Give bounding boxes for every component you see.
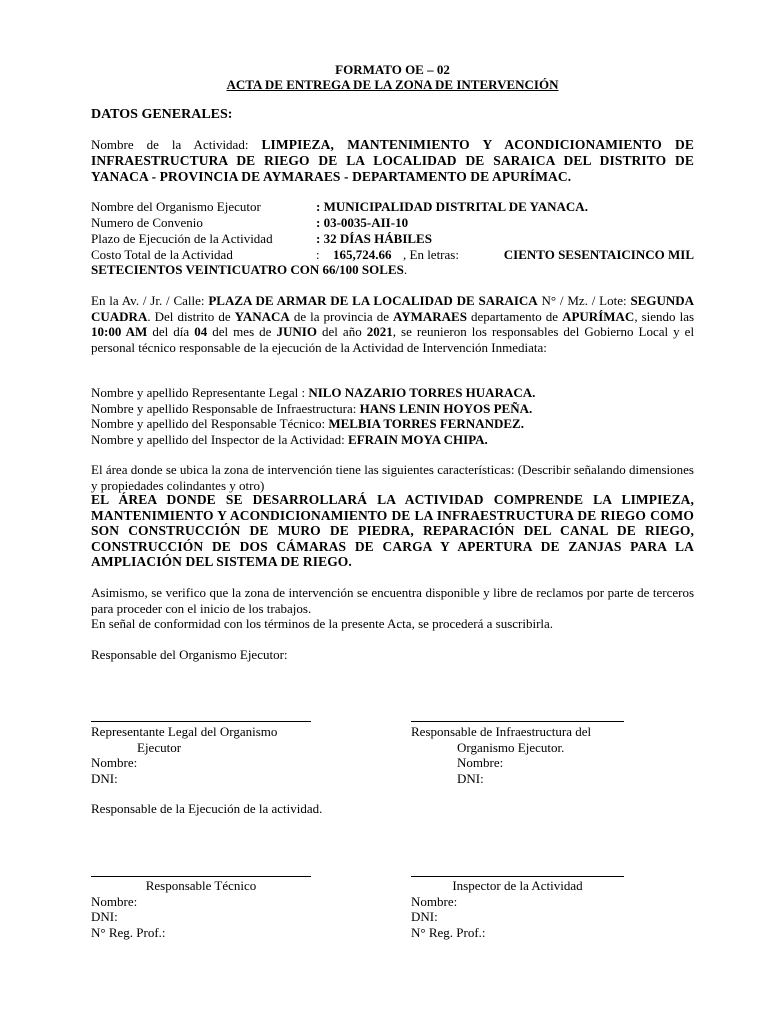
signature-block-infra (411, 724, 591, 786)
document-title: ACTA DE ENTREGA DE LA ZONA DE INTERVENCIÓN (226, 77, 559, 92)
activity-paragraph (91, 137, 694, 185)
person-name: MELBIA TORRES FERNANDEZ. (328, 416, 524, 431)
signature-reg: N° Reg. Prof.: (91, 924, 166, 940)
cost-letters-line2: SETECIENTOS VEINTICUATRO CON 66/100 SOLES (91, 262, 404, 277)
person-label: Nombre y apellido del Responsable Técnico: (91, 416, 326, 431)
cost-letters-label: , En letras: (403, 247, 459, 262)
field-value-costo-colon: : (316, 247, 320, 262)
location-text: , siendo las (634, 308, 695, 324)
location-department: APURÍMAC (562, 308, 635, 324)
signature-block-inspector (411, 878, 624, 940)
field-value-convenio: : 03-0035-AII-10 (316, 215, 409, 230)
general-fields (91, 199, 694, 261)
location-time: 10:00 AM (91, 324, 148, 340)
signature-title: Responsable Técnico (145, 878, 257, 893)
signature-block-legal-rep (91, 724, 277, 786)
people-list (91, 385, 535, 447)
location-text: N° / Mz. / Lote: (541, 293, 627, 308)
location-lot: SEGUNDA CUADRA (91, 293, 695, 324)
person-row (91, 401, 535, 417)
signature-line-tecnico (91, 876, 311, 877)
location-month: JUNIO (276, 324, 317, 340)
signature-nombre: Nombre: (457, 755, 504, 770)
location-district: YANACA (234, 308, 290, 324)
signature-dni: DNI: (91, 909, 118, 924)
activity-name: LIMPIEZA, MANTENIMIENTO Y ACONDICIONAMIENTO DE INFRAESTRUCTURA DE RIEGO DE LA LOCALIDAD DE SARAICA DEL DISTRITO DE YANACA - PROVINCIA DE AYMARAES - DEPARTAMENTO DE APURÍMAC. (91, 137, 694, 184)
cost-letters-line1: CIENTO SESENTAICINCO MIL (503, 247, 694, 262)
signature-dni: DNI: (411, 909, 438, 924)
signature-reg: N° Reg. Prof.: (411, 924, 486, 940)
location-paragraph (91, 293, 694, 356)
location-text: del mes de (212, 324, 272, 340)
section-heading-general: DATOS GENERALES: (91, 107, 233, 122)
field-label-costo: Costo Total de la Actividad (91, 247, 233, 262)
signature-block-tecnico (91, 878, 311, 940)
signature-nombre: Nombre: (411, 893, 458, 909)
signature-line-infra (411, 721, 624, 722)
location-text: departamento de (470, 308, 559, 324)
signature-title: Responsable de Infraestructura del (411, 724, 592, 739)
person-row (91, 385, 535, 401)
signature-title: Inspector de la Actividad (452, 878, 583, 893)
activity-label: Nombre de la Actividad: (91, 137, 249, 152)
location-text: del año (322, 324, 362, 340)
signature-section-2-title: Responsable de la Ejecución de la actividad. (91, 801, 323, 816)
signature-dni: DNI: (91, 770, 118, 786)
person-row (91, 432, 535, 448)
person-label: Nombre y apellido Responsable de Infraestructura: (91, 400, 357, 416)
area-intro: El área donde se ubica la zona de intervención tiene las siguientes características: (Describir señalando dimensiones y propiedades colindantes y otro) (91, 462, 694, 493)
signature-title: Organismo Ejecutor. (457, 739, 565, 755)
signature-line-inspector (411, 876, 624, 877)
person-label: Nombre y apellido Representante Legal : (91, 385, 306, 400)
location-text: . Del distrito de (147, 308, 231, 324)
person-name: NILO NAZARIO TORRES HUARACA. (308, 385, 536, 400)
signature-section-1-title: Responsable del Organismo Ejecutor: (91, 647, 288, 662)
field-value-plazo: : 32 DÍAS HÁBILES (316, 231, 432, 246)
closing-paragraph-1: Asimismo, se verifico que la zona de intervención se encuentra disponible y libre de reclamos por parte de terceros para proceder con el inicio de los trabajos. (91, 585, 694, 616)
person-name: HANS LENIN HOYOS PEÑA. (359, 400, 533, 416)
person-name: EFRAIN MOYA CHIPA. (348, 431, 488, 447)
person-label: Nombre y apellido del Inspector de la Actividad: (91, 431, 345, 447)
location-province: AYMARAES (393, 308, 467, 324)
field-label-plazo: Plazo de Ejecución de la Actividad (91, 231, 273, 246)
field-label-convenio: Numero de Convenio (91, 215, 203, 230)
location-text: del día (152, 324, 190, 340)
location-year: 2021 (366, 324, 393, 340)
location-text: En la Av. / Jr. / Calle: (91, 293, 205, 308)
area-description: EL ÁREA DONDE SE DESARROLLARÁ LA ACTIVIDAD COMPRENDE LA LIMPIEZA, MANTENIMIENTO Y ACONDICIONAMIENTO DE LA INFRAESTRUCTURA DE RIEGO COMO SON CONSTRUCCIÓN DE MURO DE PIEDRA, REPARACIÓN DEL CANAL DE RIEGO, CONSTRUCCIÓN DE DOS CÁMARAS DE CARGA Y APERTURA DE ZANJAS PARA LA AMPLIACIÓN DEL SISTEMA DE RIEGO. (91, 492, 694, 569)
location-text: , se reunieron los responsables del Gobierno Local y el personal técnico responsable de la ejecución de la Actividad de Intervención Inmediata: (91, 324, 695, 356)
signature-title: Representante Legal del Organismo (91, 724, 278, 739)
location-day: 04 (194, 324, 208, 340)
person-row (91, 416, 535, 432)
location-text: de la provincia de (293, 308, 389, 324)
signature-line-legal-rep (91, 721, 311, 722)
format-code: FORMATO OE – 02 (335, 62, 450, 77)
cost-amount: 165,724.66 (333, 247, 392, 262)
closing-paragraph-2: En señal de conformidad con los términos de la presente Acta, se procederá a suscribirla. (91, 616, 554, 631)
field-label-organismo: Nombre del Organismo Ejecutor (91, 199, 261, 214)
field-value-organismo: : MUNICIPALIDAD DISTRITAL DE YANACA. (316, 199, 588, 214)
signature-title: Ejecutor (137, 739, 182, 755)
location-street: PLAZA DE ARMAR DE LA LOCALIDAD DE SARAICA (208, 293, 538, 308)
signature-dni: DNI: (457, 770, 484, 786)
signature-nombre: Nombre: (91, 755, 138, 770)
signature-nombre: Nombre: (91, 893, 138, 909)
cost-letters-continued (91, 262, 407, 278)
cost-end: . (403, 262, 408, 277)
